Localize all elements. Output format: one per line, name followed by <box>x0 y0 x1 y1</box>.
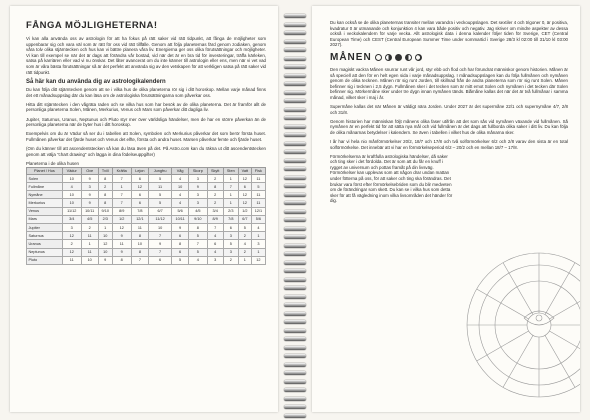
table-cell: 11 <box>149 183 172 191</box>
row-planet-label: Nymåne <box>27 191 63 199</box>
table-cell: 5/6 <box>172 207 189 215</box>
table-cell: 1/2 <box>238 207 251 215</box>
table-cell: 10/11 <box>81 207 98 215</box>
table-column-header: Fisk <box>251 168 265 175</box>
spiral-ring <box>284 320 306 324</box>
table-cell: 8 <box>112 256 131 264</box>
table-cell: 8 <box>207 183 223 191</box>
table-row <box>27 232 266 240</box>
table-column-header: Våg <box>172 168 189 175</box>
page-title: FÅNGA MÖJLIGHETERNA! <box>26 20 158 31</box>
table-cell: 8 <box>131 232 149 240</box>
spiral-ring <box>284 201 306 205</box>
table-cell: 1 <box>223 174 238 182</box>
table-cell: 2 <box>238 248 251 256</box>
table-cell: 4 <box>189 256 208 264</box>
left-page <box>10 6 278 412</box>
table-cell: 12/1 <box>131 215 149 223</box>
table-cell: 9/10 <box>189 215 208 223</box>
table-cell: 9 <box>112 232 131 240</box>
row-planet-label: Pluto <box>27 256 63 264</box>
table-column-header: Oxe <box>81 168 98 175</box>
paragraph: (Om du känner till att ascendentstecken så kan du läsa även på det. På Astro.com kan du räkna ut ditt ascendentstecken genom att välja "chart drawing" och lägga in dina födelseuppgifter) <box>26 145 266 157</box>
table-cell: 10/11 <box>172 215 189 223</box>
table-row <box>27 248 266 256</box>
table-cell: 11/12 <box>149 215 172 223</box>
table-cell: 6 <box>207 240 223 248</box>
spiral-ring <box>284 405 306 409</box>
crescent-moon-icon <box>415 54 422 61</box>
table-cell: 11 <box>251 191 265 199</box>
table-cell: 4 <box>251 224 265 232</box>
intro-paragraph: Du kan också se de olika planeternas transiter mellan varandra i veckouppslagen. Det sextiler 4 och trigoner 0, är positiva, kvadratur 0 är utmanande och konjunktion 4 kan vara både positiv och negativ. Jag skriver om mindre aspekter av dessa också i veckokalendern för varje vecka. Allt astrologisk data i denna kalender följer tiden för Sverige, CET (Central European Time) och CEST (Central European Summer Time under sommartid i Sverige 28/3 kl 02:00 till 31/10 kl 03:00 2027). <box>330 20 568 48</box>
spiral-ring <box>284 354 306 358</box>
table-cell: 9 <box>149 240 172 248</box>
table-cell: 3 <box>189 174 208 182</box>
waning-moon-icon <box>385 54 392 61</box>
table-cell: 12 <box>131 183 149 191</box>
table-cell: 1/2 <box>112 215 131 223</box>
spiral-ring <box>284 329 306 333</box>
spiral-ring <box>284 159 306 163</box>
spiral-ring <box>284 312 306 316</box>
table-row <box>27 191 266 199</box>
table-cell: 6 <box>172 248 189 256</box>
table-cell: 11 <box>112 240 131 248</box>
table-column-header: Tvill <box>98 168 112 175</box>
spiral-ring <box>284 167 306 171</box>
table-cell: 2 <box>207 199 223 207</box>
table-column-header: Skytt <box>207 168 223 175</box>
table-cell: 2 <box>223 256 238 264</box>
table-cell: 2 <box>98 183 112 191</box>
table-cell: 11 <box>251 174 265 182</box>
table-row <box>27 183 266 191</box>
table-cell: 9 <box>81 191 98 199</box>
spiral-ring <box>284 278 306 282</box>
table-row <box>27 240 266 248</box>
table-column-header: Lejon <box>131 168 149 175</box>
table-cell: 11/12 <box>62 207 81 215</box>
table-cell: 4 <box>238 240 251 248</box>
paragraph: Exempelvis om du är Vädur så ser du i tabellen att Solen, symbolen och Merkurius påverkar det som berör första huset. Fullmånen påverkar det fjärde huset och Venus det elfte, första och andra huset. Marsen påverkar femte och fjärde huset. <box>26 131 266 142</box>
spiral-ring <box>284 74 306 78</box>
waxing-moon-icon <box>405 54 412 61</box>
spiral-ring <box>284 303 306 307</box>
table-cell: 10 <box>62 191 81 199</box>
table-cell: 10 <box>131 240 149 248</box>
table-cell: 2/3 <box>98 215 112 223</box>
table-cell: 10 <box>98 248 112 256</box>
table-cell: 7 <box>149 248 172 256</box>
table-cell: 7/8 <box>131 207 149 215</box>
table-row <box>27 224 266 232</box>
table-cell: 9/10 <box>98 207 112 215</box>
table-column-header: Skorp <box>189 168 208 175</box>
table-cell: 3 <box>223 232 238 240</box>
table-cell: 1 <box>251 248 265 256</box>
table-cell: 12 <box>238 174 251 182</box>
table-cell: 6/7 <box>238 215 251 223</box>
table-cell: 1 <box>223 199 238 207</box>
table-cell: 3 <box>81 183 98 191</box>
table-cell: 4 <box>207 232 223 240</box>
table-cell: 10 <box>149 224 172 232</box>
table-cell: 7 <box>189 240 208 248</box>
spiral-ring <box>284 210 306 214</box>
table-cell: 5 <box>251 183 265 191</box>
spiral-ring <box>284 414 306 418</box>
spiral-ring <box>284 252 306 256</box>
spiral-ring <box>284 23 306 27</box>
table-cell: 5/6 <box>251 215 265 223</box>
table-cell: 4 <box>172 199 189 207</box>
paragraph: I år har vi hela nio månförmörkelser 20/2, 18/7 och 17/8 och två solförmörkelser 6/2 och 2/8 varav den sista är en total solförmörkelse. Det innebär att vi har en förmörkelseperiod 6/2 – 20/2 och en mellan 18/7 – 17/8. <box>330 139 568 150</box>
table-cell: 3/4 <box>62 215 81 223</box>
table-cell: 8/9 <box>112 207 131 215</box>
table-column-header: Kräfta <box>112 168 131 175</box>
table-cell: 2 <box>207 191 223 199</box>
table-cell: 11 <box>131 224 149 232</box>
table-cell: 5 <box>189 232 208 240</box>
table-row <box>27 207 266 215</box>
paragraph: Du kan följa ditt stjärntecken genom att se i vilka hus de olika planeterna rör sig i ditt horoskop. Mellan varje månad finns det ett månadsuppslag där du kan läsa om de astrologiska förutsättningarna som påverkar oss. <box>26 87 266 98</box>
full-moon-icon <box>375 54 382 61</box>
table-cell: 5 <box>223 240 238 248</box>
table-cell: 7 <box>207 224 223 232</box>
table-cell: 4/5 <box>81 215 98 223</box>
table-row <box>27 199 266 207</box>
table-cell: 5 <box>149 199 172 207</box>
table-row <box>27 215 266 223</box>
table-cell: 8 <box>189 224 208 232</box>
houses-table <box>26 167 266 265</box>
table-cell: 1 <box>251 232 265 240</box>
table-cell: 2 <box>207 174 223 182</box>
spiral-ring <box>284 184 306 188</box>
spiral-ring <box>284 65 306 69</box>
table-cell: 8 <box>172 240 189 248</box>
table-cell: 12 <box>62 232 81 240</box>
zodiac-spoke <box>549 331 580 361</box>
table-cell: 6 <box>131 174 149 182</box>
spiral-ring <box>284 244 306 248</box>
table-cell: 5 <box>149 174 172 182</box>
table-corner-header: Planet / Hus <box>27 168 63 175</box>
table-cell: 6/7 <box>149 207 172 215</box>
spiral-ring <box>284 91 306 95</box>
table-cell: 2 <box>81 224 98 232</box>
zodiac-spoke <box>549 289 580 319</box>
spiral-binding <box>278 0 312 420</box>
spiral-ring <box>284 363 306 367</box>
table-cell: 12 <box>62 248 81 256</box>
table-cell: 2 <box>238 232 251 240</box>
spiral-ring <box>284 48 306 52</box>
table-cell: 3 <box>223 248 238 256</box>
table-cell: 5 <box>189 248 208 256</box>
table-cell: 6 <box>172 232 189 240</box>
left-content <box>26 20 266 406</box>
table-cell: 12 <box>112 224 131 232</box>
table-cell: 6 <box>238 183 251 191</box>
spiral-ring <box>284 116 306 120</box>
row-planet-label: Mars <box>27 215 63 223</box>
table-cell: 6 <box>131 191 149 199</box>
row-planet-label: Uranus <box>27 240 63 248</box>
new-moon-icon <box>395 54 402 61</box>
row-planet-label: Solen <box>27 174 63 182</box>
table-cell: 2 <box>62 240 81 248</box>
table-cell: 10 <box>81 256 98 264</box>
row-planet-label: Venus <box>27 207 63 215</box>
right-page <box>312 6 580 412</box>
spiral-ring <box>284 108 306 112</box>
row-planet-label: Merkurius <box>27 199 63 207</box>
spiral-ring <box>284 82 306 86</box>
table-cell: 10 <box>98 232 112 240</box>
spiral-ring <box>284 295 306 299</box>
table-cell: 4 <box>172 191 189 199</box>
table-cell: 11 <box>251 199 265 207</box>
table-cell: 9 <box>172 224 189 232</box>
table-cell: 9 <box>98 256 112 264</box>
table-cell: 6 <box>223 224 238 232</box>
spiral-ring <box>284 346 306 350</box>
spiral-ring <box>284 176 306 180</box>
row-planet-label: Neptunus <box>27 248 63 256</box>
table-column-header: Jungfru <box>149 168 172 175</box>
paragraph: Jupiter, Saturnus, Uranus, Neptunus och Pluto styr mer över världsliga händelser, men de har en större påverkan än de personliga planeterna när de byter hus i ditt horoskop. <box>26 116 266 128</box>
spiral-ring <box>284 133 306 137</box>
zodiac-wheel-icon <box>464 250 580 400</box>
table-cell: 3/4 <box>207 207 223 215</box>
spiral-ring <box>284 269 306 273</box>
table-cell: 7 <box>112 174 131 182</box>
table-cell: 10 <box>62 174 81 182</box>
spiral-ring <box>284 57 306 61</box>
spiral-ring <box>284 31 306 35</box>
intro-paragraph: Vi kan alla använda oss av astrologin för att ha fokus på rätt saker vid rätt tidpunkt, att fånga de möjligheter som uppenbarar sig och vara väl som är rätt för oss vid rätt tillfälle. Genom att följa planeternas färd genom zodiaken, genom våra tolv olika stjärntecken och hus kan vi bättre planera våra liv. Energierna ger oss olika förutsättningar och möjligheter. Vi kan till exempel se när det är dags att förändra vår bostad, vid när det är en bra tid för investeringar, träffa kärleken, satsa på karriären eller vad vi nu önskar. Det låter avancerat om du inte känner till astrologin eller ens, men när vi vet vad som är våra bästa förutsättningar så är det perfekt att använda sig av den vetskapen för att verkligen satsa på rätt saker vid rätt tidpunkt. <box>26 36 266 75</box>
row-planet-label: Saturnus <box>27 232 63 240</box>
table-cell: 5 <box>149 191 172 199</box>
table-cell: 9 <box>189 183 208 191</box>
table-cell: 8 <box>98 199 112 207</box>
table-cell: 4 <box>207 248 223 256</box>
paragraph: Förmörkelserna är kraftfulla astrologiska händelser, då saker och ting sker i det fördolda. Det är som att du får en knuff i rygget av universum och pottas framåt på din livsväg. Förmörkelser kan upplevas som att någon drar undan mattan under fötterna på oss, för att saker och ting ska förändras. Det brukar vara först efter förmörkelsebriden som du blir medveten om de förändringar som skett. Du kan se i vilka hus som detta sker för att få vägledning inom vilka livsområden det händer för dig. <box>330 153 453 204</box>
table-cell: 4/5 <box>189 207 208 215</box>
table-cell: 9 <box>112 248 131 256</box>
table-cell: 10 <box>62 199 81 207</box>
table-cell: 1 <box>81 240 98 248</box>
table-cell: 8 <box>98 174 112 182</box>
spiral-ring <box>284 388 306 392</box>
table-cell: 11 <box>81 232 98 240</box>
paragraph: Hitta ditt stjärntecken i den vågräta raden och se vilka hus som har besök av de olika planeterna. Det är framför allt de personliga planeterna Solen, Månen, Merkurius, Venus och Mars som påverkar ditt dagliga liv. <box>26 101 266 113</box>
table-cell: 4 <box>172 174 189 182</box>
table-cell: 5 <box>172 256 189 264</box>
table-cell: 7 <box>131 256 149 264</box>
table-cell: 12 <box>251 256 265 264</box>
spiral-ring <box>284 193 306 197</box>
spiral-ring <box>284 218 306 222</box>
table-cell: 12/1 <box>251 207 265 215</box>
moon-title: MÅNEN <box>330 51 372 63</box>
spiral-ring <box>284 380 306 384</box>
table-cell: 3 <box>251 240 265 248</box>
table-cell: 9 <box>81 199 98 207</box>
table-cell: 6 <box>131 199 149 207</box>
table-cell: 1 <box>112 183 131 191</box>
table-cell: 4 <box>62 183 81 191</box>
row-planet-label: Fullmåne <box>27 183 63 191</box>
table-cell: 8 <box>98 191 112 199</box>
table-cell: 7/8 <box>223 215 238 223</box>
table-row <box>27 174 266 182</box>
spiral-ring <box>284 235 306 239</box>
table-cell: 10 <box>172 183 189 191</box>
spiral-ring <box>284 371 306 375</box>
table-row <box>27 256 266 264</box>
table-cell: 3 <box>189 199 208 207</box>
spiral-ring <box>284 14 306 18</box>
spiral-ring <box>284 227 306 231</box>
table-cell: 5 <box>238 224 251 232</box>
table-cell: 1 <box>223 191 238 199</box>
table-cell: 7 <box>149 232 172 240</box>
table-cell: 3 <box>62 224 81 232</box>
table-cell: 1 <box>98 224 112 232</box>
table-cell: 12 <box>238 191 251 199</box>
table-caption: Planeterna i de olika husen <box>26 160 79 166</box>
section-heading: Så här kan du använda dig av astrologikalendern <box>26 79 166 86</box>
table-column-header: Vädur <box>62 168 81 175</box>
table-cell: 7 <box>223 183 238 191</box>
table-cell: 1 <box>238 256 251 264</box>
paragraph: Supermåne kallas det när Månen är väldigt nära Jorden. Under 2027 är det supermåne 22/1 och supernymåne 4/7, 2/8 och 31/8. <box>330 104 568 115</box>
spiral-ring <box>284 337 306 341</box>
table-cell: 3 <box>189 191 208 199</box>
spiral-ring <box>284 125 306 129</box>
table-column-header: Vatt <box>238 168 251 175</box>
spiral-ring <box>284 99 306 103</box>
table-cell: 11 <box>81 248 98 256</box>
table-cell: 11 <box>62 256 81 264</box>
table-cell: 8/9 <box>207 215 223 223</box>
table-cell: 7 <box>112 199 131 207</box>
table-cell: 12 <box>238 199 251 207</box>
paragraph: Den magiskt vackra Månen snurrar runt vår jord, styr ebb och flod och har förundrat människor genom historien. Månen är så speciell att den för en helt egen sida i varje månadsuppslag. I månadsuppslagen kan du följa fullmånen och nymånen genom de olika tecknen. Månen rör sig runt Jorden, till skillnad från de andra planeterna som rör sig runt Solen. Månen befinner sig i tecknen i 2,5 dygn. Fullmånen sker i det tecken som är mitt emot Solen och nymånen i det tecken där Solen befinner sig. Mörkermåne sker under tre dygn innan nymånen tänds. Blåmåne kallas det när det är två fullmånar i samma månad, vilket sker i maj i år. <box>330 66 568 100</box>
spiral-ring <box>284 142 306 146</box>
table-column-header: Sten <box>223 168 238 175</box>
moon-heading-row <box>330 52 568 63</box>
spiral-ring <box>284 286 306 290</box>
spiral-ring <box>284 397 306 401</box>
table-cell: 6 <box>149 256 172 264</box>
table-cell: 8 <box>131 248 149 256</box>
spiral-ring <box>284 150 306 154</box>
table-cell: 12 <box>98 240 112 248</box>
table-cell: 7 <box>112 191 131 199</box>
row-planet-label: Jupiter <box>27 224 63 232</box>
table-cell: 9 <box>81 174 98 182</box>
table-cell: 2/3 <box>223 207 238 215</box>
spiral-ring <box>284 261 306 265</box>
table-cell: 3 <box>207 256 223 264</box>
spiral-ring <box>284 40 306 44</box>
paragraph: Genom historien har människan följt månens olika faser utifrån att det som sås vid nymånen växande vid fullmånen. Så nymånen är en perfekt tid för att sätta nya mål och vid fullmånen är det dags att fullborda olika saker i ditt liv. Du kan följa de olika månarnas betydelser i kalendern. Se även i tabellen i vilket hus de olika månarna sker. <box>330 118 568 135</box>
